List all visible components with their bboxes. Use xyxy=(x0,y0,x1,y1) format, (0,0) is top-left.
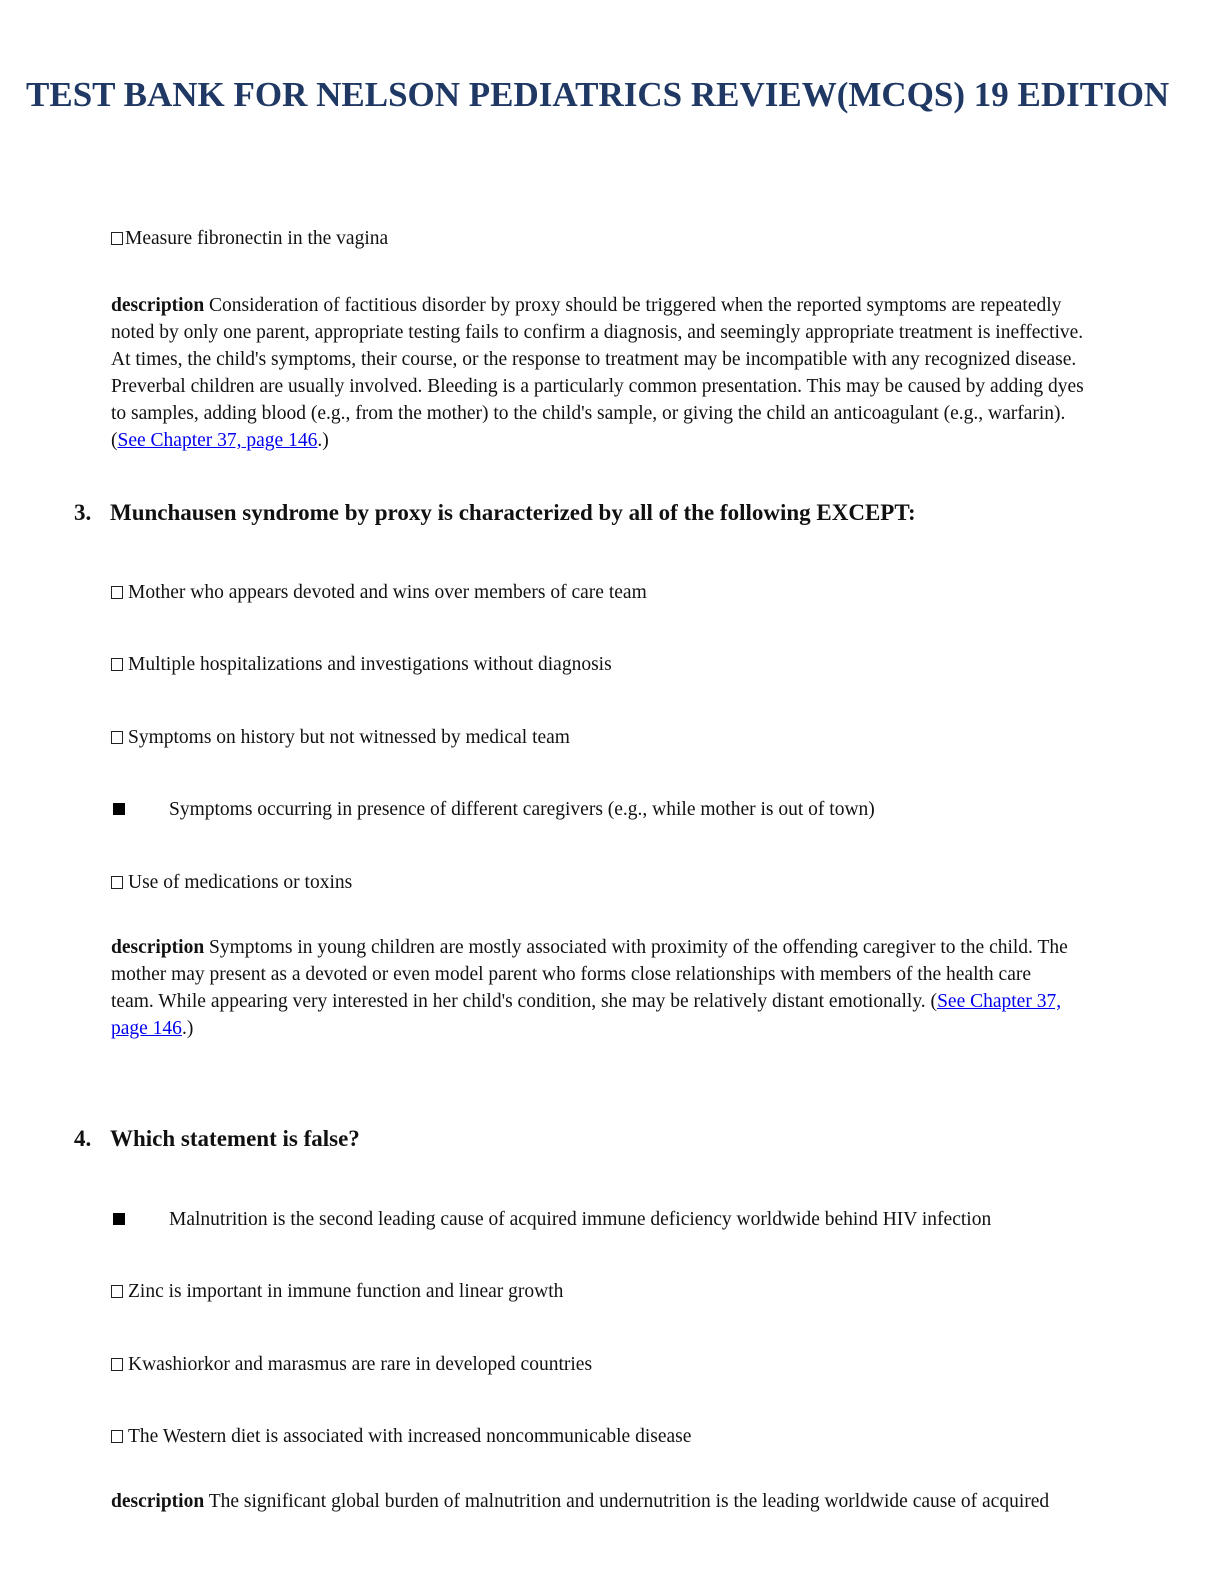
description-text: team. While appearing very interested in her child's condition, she may be relatively distant emotionally. ( xyxy=(111,991,938,1012)
option-text: Zinc is important in immune function and linear growth xyxy=(128,1281,564,1302)
description-text: Preverbal children are usually involved. Bleeding is a particularly common presentation. This may be caused by adding dyes xyxy=(111,376,1084,397)
description-text: mother may present as a devoted or even model parent who forms close relationships with members of the health care xyxy=(111,964,1031,985)
paren-close: .) xyxy=(317,430,329,451)
description-text: to samples, adding blood (e.g., from the mother) to the child's sample, or giving the child an anticoagulant (e.g., warfarin). xyxy=(111,403,1066,424)
paren-close: .) xyxy=(181,1018,194,1039)
checkbox-filled-icon xyxy=(113,1213,125,1225)
option-text: Symptoms on history but not witnessed by medical team xyxy=(128,727,570,748)
answer-description xyxy=(111,934,1171,1042)
chapter-reference-link[interactable]: See Chapter 37, xyxy=(937,991,1062,1012)
checkbox-empty-icon xyxy=(111,1430,123,1443)
answer-option xyxy=(111,1278,563,1305)
checkbox-empty-icon xyxy=(111,232,123,245)
question-number: 4. xyxy=(74,1126,92,1151)
description-label: description xyxy=(111,937,205,958)
question-text: Which statement is false? xyxy=(110,1126,360,1151)
checkbox-empty-icon xyxy=(111,586,123,599)
checkbox-empty-icon xyxy=(111,1285,123,1298)
answer-option xyxy=(111,724,570,751)
document-title: TEST BANK FOR NELSON PEDIATRICS REVIEW(MCQS) 19 EDITION xyxy=(26,75,1170,114)
answer-description xyxy=(111,1488,1171,1515)
option-text: Mother who appears devoted and wins over members of care team xyxy=(128,582,647,603)
answer-option xyxy=(111,225,388,252)
answer-option xyxy=(111,1351,592,1378)
question-heading xyxy=(74,498,916,528)
answer-option xyxy=(111,869,352,896)
question-text: Munchausen syndrome by proxy is characterized by all of the following EXCEPT: xyxy=(110,500,916,525)
answer-option xyxy=(111,651,612,678)
option-text: Multiple hospitalizations and investigations without diagnosis xyxy=(128,654,612,675)
option-text: Measure fibronectin in the vagina xyxy=(125,228,389,249)
description-text: At times, the child's symptoms, their course, or the response to treatment may be incompatible with any recognized disease. xyxy=(111,349,1077,370)
paren-open: ( xyxy=(111,430,118,451)
description-text: Consideration of factitious disorder by proxy should be triggered when the reported symptoms are repeatedly xyxy=(209,295,1062,316)
answer-option-correct xyxy=(111,1206,1111,1233)
option-text: The Western diet is associated with increased noncommunicable disease xyxy=(128,1426,692,1447)
option-text: Symptoms occurring in presence of different caregivers (e.g., while mother is out of town) xyxy=(169,799,875,820)
description-text: Symptoms in young children are mostly associated with proximity of the offending caregiver to the child. The xyxy=(209,937,1068,958)
description-text: The significant global burden of malnutrition and undernutrition is the leading worldwide cause of acquired xyxy=(208,1491,1050,1512)
chapter-reference-link[interactable]: page 146 xyxy=(111,1018,182,1039)
description-label: description xyxy=(111,1491,205,1512)
checkbox-empty-icon xyxy=(111,658,123,671)
answer-description xyxy=(111,292,1171,454)
description-text: noted by only one parent, appropriate testing fails to confirm a diagnosis, and seemingly appropriate treatment is ineffective. xyxy=(111,322,1084,343)
answer-option xyxy=(111,1423,691,1450)
option-text: Malnutrition is the second leading cause of acquired immune deficiency worldwide behind HIV infection xyxy=(169,1209,992,1230)
checkbox-filled-icon xyxy=(113,803,125,815)
checkbox-empty-icon xyxy=(111,731,123,744)
answer-option-correct xyxy=(111,796,1011,823)
answer-option xyxy=(111,579,647,606)
question-heading xyxy=(74,1124,360,1154)
checkbox-empty-icon xyxy=(111,1358,123,1371)
question-number: 3. xyxy=(74,500,92,525)
checkbox-empty-icon xyxy=(111,876,123,889)
option-text: Kwashiorkor and marasmus are rare in developed countries xyxy=(128,1354,593,1375)
description-label: description xyxy=(111,295,205,316)
option-text: Use of medications or toxins xyxy=(128,872,353,893)
chapter-reference-link[interactable]: See Chapter 37, page 146 xyxy=(117,430,318,451)
